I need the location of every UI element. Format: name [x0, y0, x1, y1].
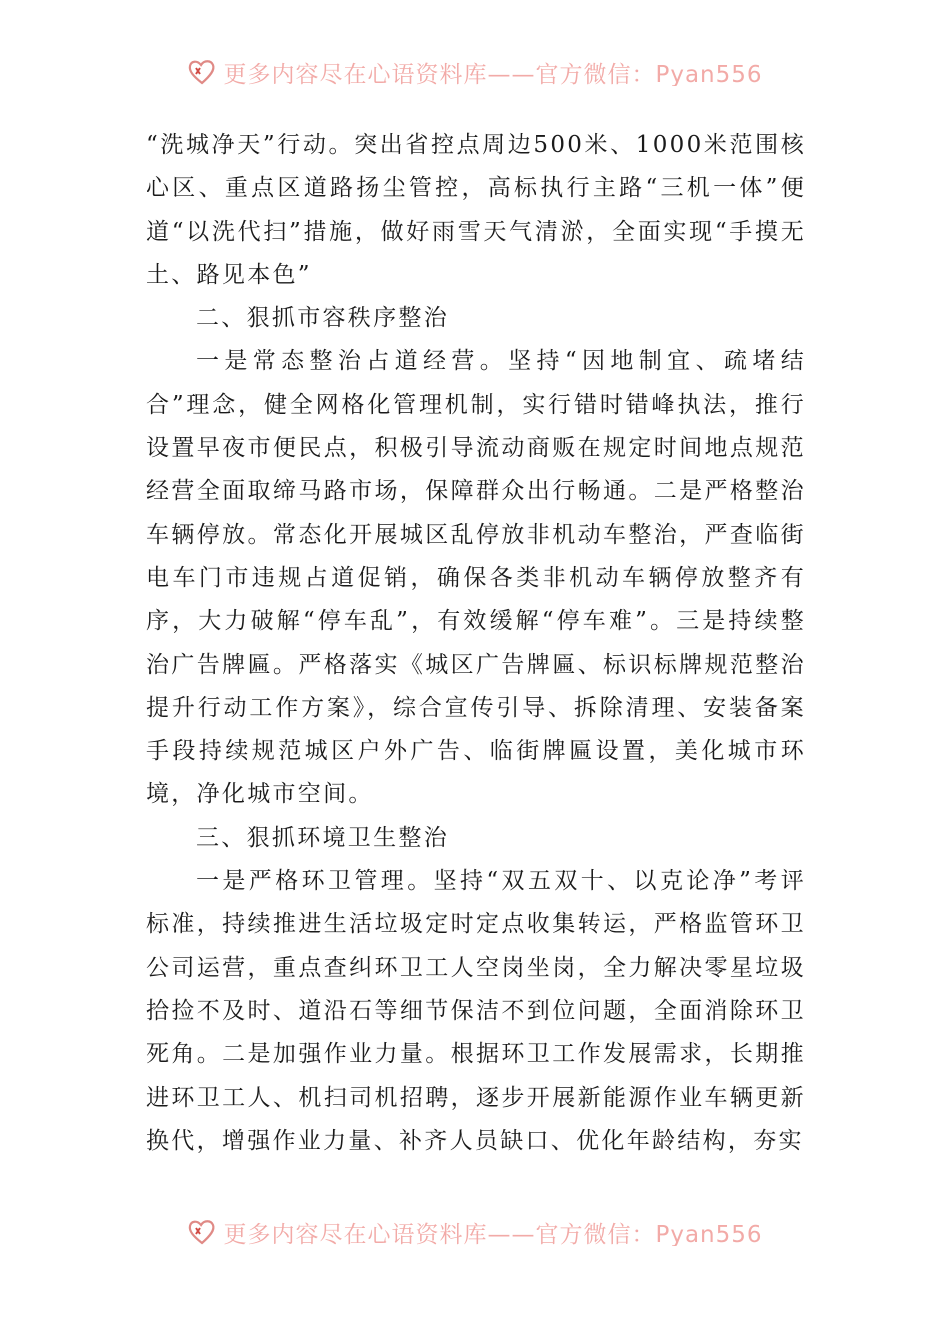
paragraph-1: “洗城净天”行动。突出省控点周边500米、1000米范围核心区、重点区道路扬尘管控，高标执行主路“三机一体”便道“以洗代扫”措施，做好雨雪天气清淤，全面实现“手摸无土、路见本色”	[146, 132, 806, 288]
section-heading-2: 二、狠抓市容秩序整治	[196, 305, 449, 332]
watermark-text: 更多内容尽在心语资料库——官方微信：Pyan556	[223, 61, 763, 86]
footer-watermark-banner	[0, 1206, 950, 1246]
header-watermark-banner	[0, 46, 950, 86]
watermark-text: 更多内容尽在心语资料库——官方微信：Pyan556	[223, 1221, 763, 1246]
paragraph-2: 一是常态整治占道经营。坚持“因地制宜、疏堵结合”理念，健全网格化管理机制，实行错时错峰执法，推行设置早夜市便民点，积极引导流动商贩在规定时间地点规范经营全面取缔马路市场，保障群众出行畅通。二是严格整治车辆停放。常态化开展城区乱停放非机动车整治，严查临街电车门市违规占道促销，确保各类非机动车辆停放整齐有序，大力破解“停车乱”，有效缓解“停车难”。三是持续整治广告牌匾。严格落实《城区广告牌匾、标识标牌规范整治提升行动工作方案》，综合宣传引导、拆除清理、安装备案手段持续规范城区户外广告、临街牌匾设置，美化城市环境，净化城市空间。	[146, 348, 806, 808]
heart-logo-icon	[187, 59, 217, 85]
document-body	[146, 124, 806, 1163]
section-heading-3: 三、狠抓环境卫生整治	[196, 824, 449, 851]
heart-logo-icon	[187, 1219, 217, 1245]
paragraph-3: 一是严格环卫管理。坚持“双五双十、以克论净”考评标准，持续推进生活垃圾定时定点收集转运，严格监管环卫公司运营，重点查纠环卫工人空岗坐岗，全力解决零星垃圾拾捡不及时、道沿石等细节保洁不到位问题，全面消除环卫死角。二是加强作业力量。根据环卫工作发展需求，长期推进环卫工人、机扫司机招聘，逐步开展新能源作业车辆更新换代，增强作业力量、补齐人员缺口、优化年龄结构，夯实	[146, 868, 806, 1154]
